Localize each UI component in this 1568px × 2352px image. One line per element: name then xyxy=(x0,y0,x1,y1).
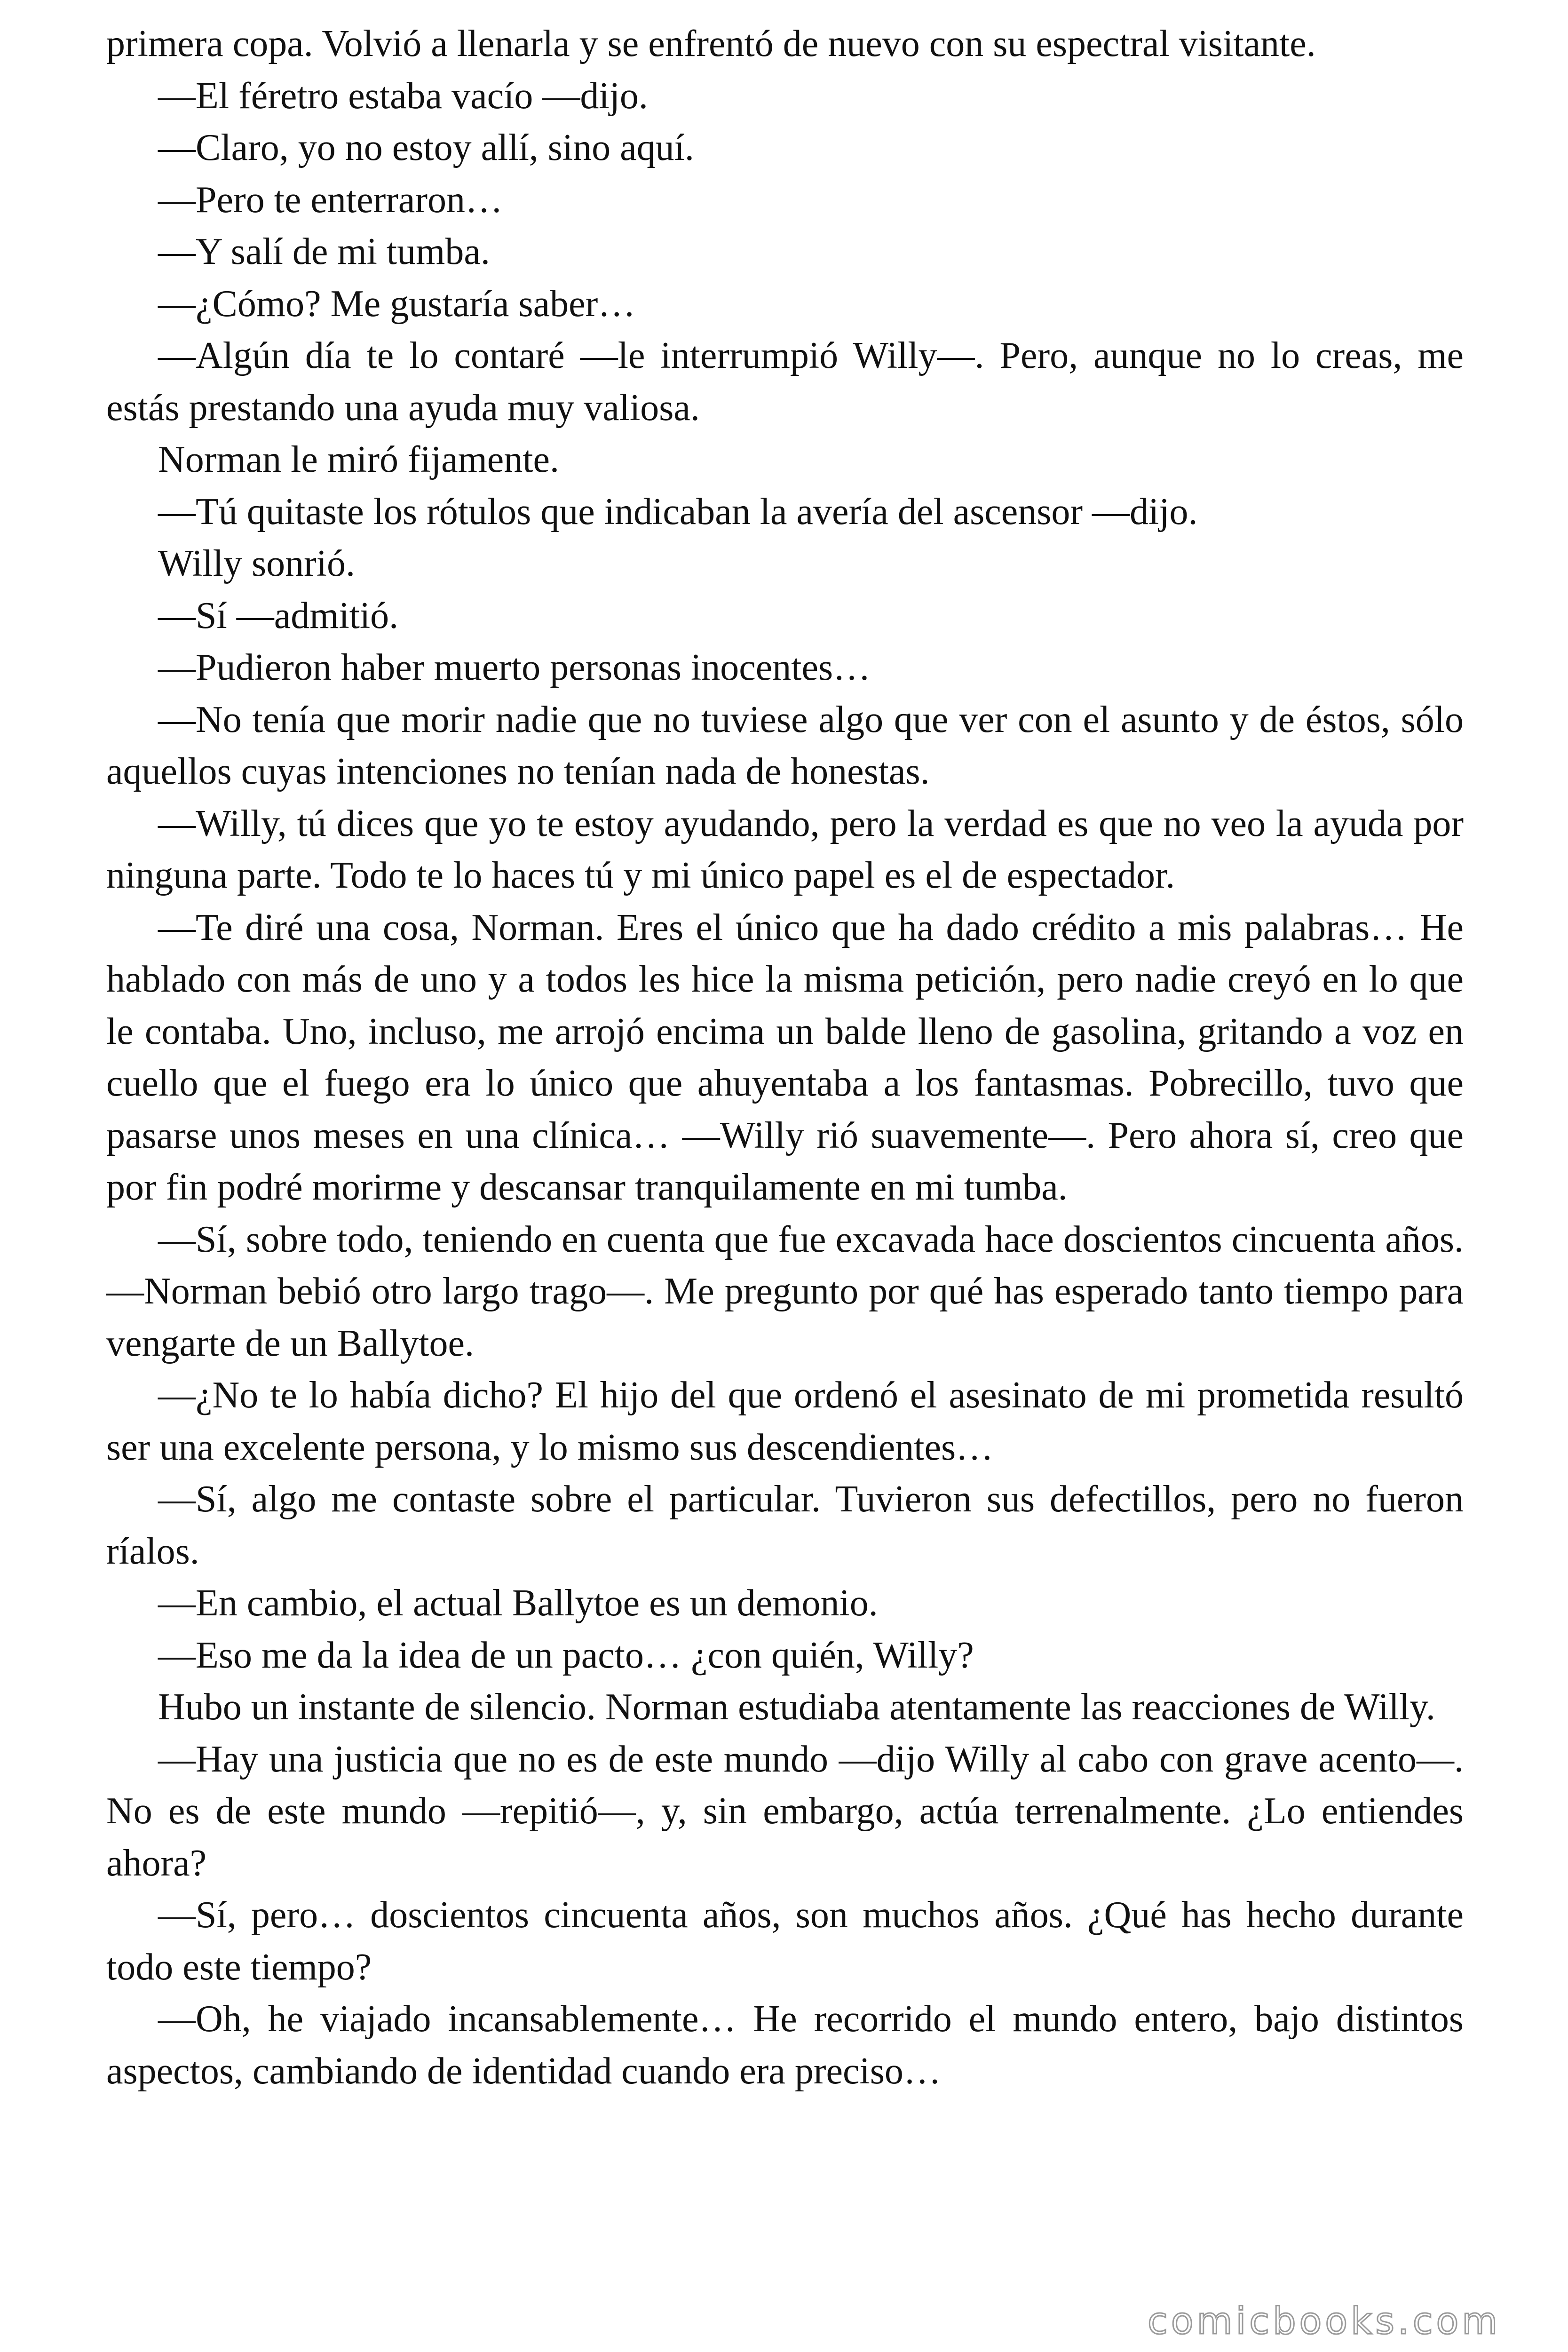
paragraph: —Pero te enterraron… xyxy=(158,179,503,221)
paragraph: Willy sonrió. xyxy=(158,543,355,584)
paragraph: —¿No te lo había dicho? El hijo del que ordenó el asesinato de mi prometida resultó ser una excelente persona, y lo mismo sus descendientes… xyxy=(106,1375,1464,1468)
paragraph: —Tú quitaste los rótulos que indicaban la avería del ascensor —dijo. xyxy=(158,491,1198,532)
paragraph: —Pudieron haber muerto personas inocentes… xyxy=(158,647,871,688)
paragraph: —Y salí de mi tumba. xyxy=(158,231,490,272)
paragraph: —No tenía que morir nadie que no tuviese algo que ver con el asunto y de éstos, sólo aquellos cuyas intenciones no tenían nada de honestas. xyxy=(106,699,1464,792)
paragraph: Hubo un instante de silencio. Norman estudiaba atentamente las reacciones de Willy. xyxy=(158,1686,1435,1728)
paragraph: —Sí, sobre todo, teniendo en cuenta que fue excavada hace doscientos cincuenta años. —Norman bebió otro largo trago—. Me pregunto por qué has esperado tanto tiempo para vengarte de un Ballytoe. xyxy=(106,1218,1464,1364)
paragraph: —Hay una justicia que no es de este mundo —dijo Willy al cabo con grave acento—. No es de este mundo —repitió—, y, sin embargo, actúa terrenalmente. ¿Lo entiendes ahora? xyxy=(106,1738,1464,1884)
paragraph: —Sí, pero… doscientos cincuenta años, son muchos años. ¿Qué has hecho durante todo este tiempo? xyxy=(106,1894,1464,1988)
paragraph: —Te diré una cosa, Norman. Eres el único que ha dado crédito a mis palabras… He hablado con más de uno y a todos les hice la misma petición, pero nadie creyó en lo que le contaba. Uno, incluso, me arrojó encima un balde lleno de gasolina, gritando a voz en cuello que el fuego era lo único que ahuyentaba a los fantasmas. Pobrecillo, tuvo que pasarse unos meses en una clínica… —Willy rió suavemente—. Pero ahora sí, creo que por fin podré morirme y descansar tranquilamente en mi tumba. xyxy=(106,906,1464,1208)
paragraph: —Claro, yo no estoy allí, sino aquí. xyxy=(158,127,694,168)
paragraph: —Sí, algo me contaste sobre el particular. Tuvieron sus defectillos, pero no fueron ríalos. xyxy=(106,1478,1464,1572)
paragraph: —Oh, he viajado incansablemente… He recorrido el mundo entero, bajo distintos aspectos, cambiando de identidad cuando era preciso… xyxy=(106,1998,1464,2092)
page-text xyxy=(106,18,1464,2097)
paragraph: primera copa. Volvió a llenarla y se enfrentó de nuevo con su espectral visitante. xyxy=(106,23,1316,64)
paragraph: —Sí —admitió. xyxy=(158,595,399,636)
paragraph: —El féretro estaba vacío —dijo. xyxy=(158,75,648,117)
watermark: comicbooks.com xyxy=(1148,2300,1501,2343)
paragraph: Norman le miró fijamente. xyxy=(158,439,560,480)
paragraph: —Algún día te lo contaré —le interrumpió Willy—. Pero, aunque no lo creas, me estás prestando una ayuda muy valiosa. xyxy=(106,335,1464,429)
paragraph: —Eso me da la idea de un pacto… ¿con quién, Willy? xyxy=(158,1634,974,1676)
paragraph: —Willy, tú dices que yo te estoy ayudando, pero la verdad es que no veo la ayuda por ninguna parte. Todo te lo haces tú y mi único papel es el de espectador. xyxy=(106,803,1464,896)
paragraph: —En cambio, el actual Ballytoe es un demonio. xyxy=(158,1582,878,1624)
paragraph: —¿Cómo? Me gustaría saber… xyxy=(158,283,636,325)
